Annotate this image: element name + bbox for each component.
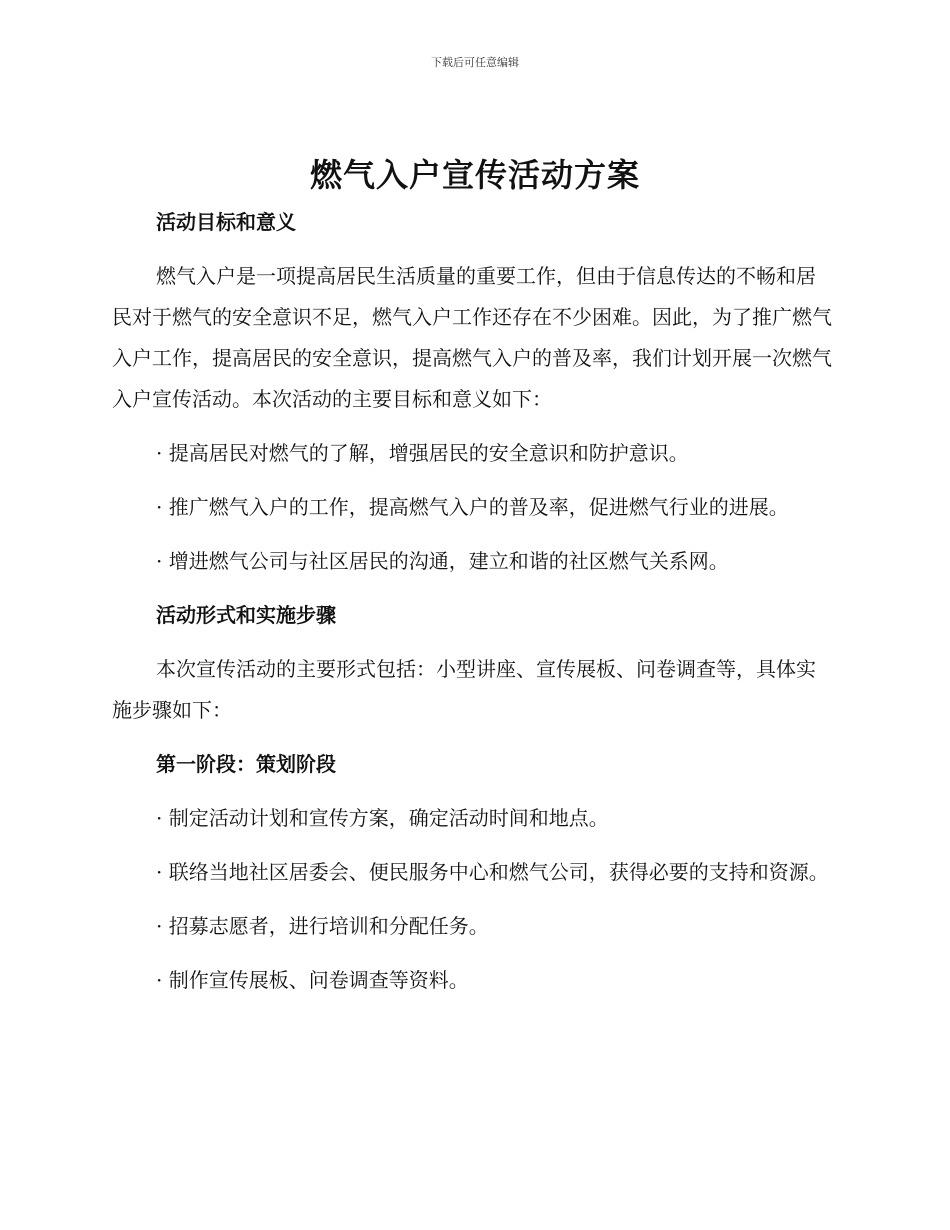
section-heading-format: 活动形式和实施步骤 <box>156 603 336 627</box>
document-title: 燃气入户宣传活动方案 <box>309 156 640 194</box>
bullet-item: · 增进燃气公司与社区居民的沟通，建立和谐的社区燃气关系网。 <box>156 549 729 573</box>
paragraph-format: 本次宣传活动的主要形式包括：小型讲座、宣传展板、问卷调查等，具体实施步骤如下： <box>112 657 816 722</box>
document-body <box>112 202 832 1001</box>
header-note: 下载后可任意编辑 <box>431 56 519 69</box>
paragraph-intro: 燃气入户是一项提高居民生活质量的重要工作，但由于信息传达的不畅和居民对于燃气的安全意识不足，燃气入户工作还存在不少困难。因此，为了推广燃气入户工作，提高居民的安全意识，提高燃气入户的普及率，我们计划开展一次燃气入户宣传活动。本次活动的主要目标和意义如下： <box>112 264 832 411</box>
section-heading-phase-one: 第一阶段：策划阶段 <box>156 752 336 776</box>
section-heading-goals: 活动目标和意义 <box>156 210 296 234</box>
bullet-item: · 招募志愿者，进行培训和分配任务。 <box>156 914 489 938</box>
bullet-item: · 制定活动计划和宣传方案，确定活动时间和地点。 <box>156 806 609 830</box>
bullet-item: · 推广燃气入户的工作，提高燃气入户的普及率，促进燃气行业的进展。 <box>156 495 789 519</box>
bullet-item: · 制作宣传展板、问卷调查等资料。 <box>156 968 469 992</box>
bullet-item: · 联络当地社区居委会、便民服务中心和燃气公司，获得必要的支持和资源。 <box>156 860 829 884</box>
bullet-item: · 提高居民对燃气的了解，增强居民的安全意识和防护意识。 <box>156 441 689 465</box>
